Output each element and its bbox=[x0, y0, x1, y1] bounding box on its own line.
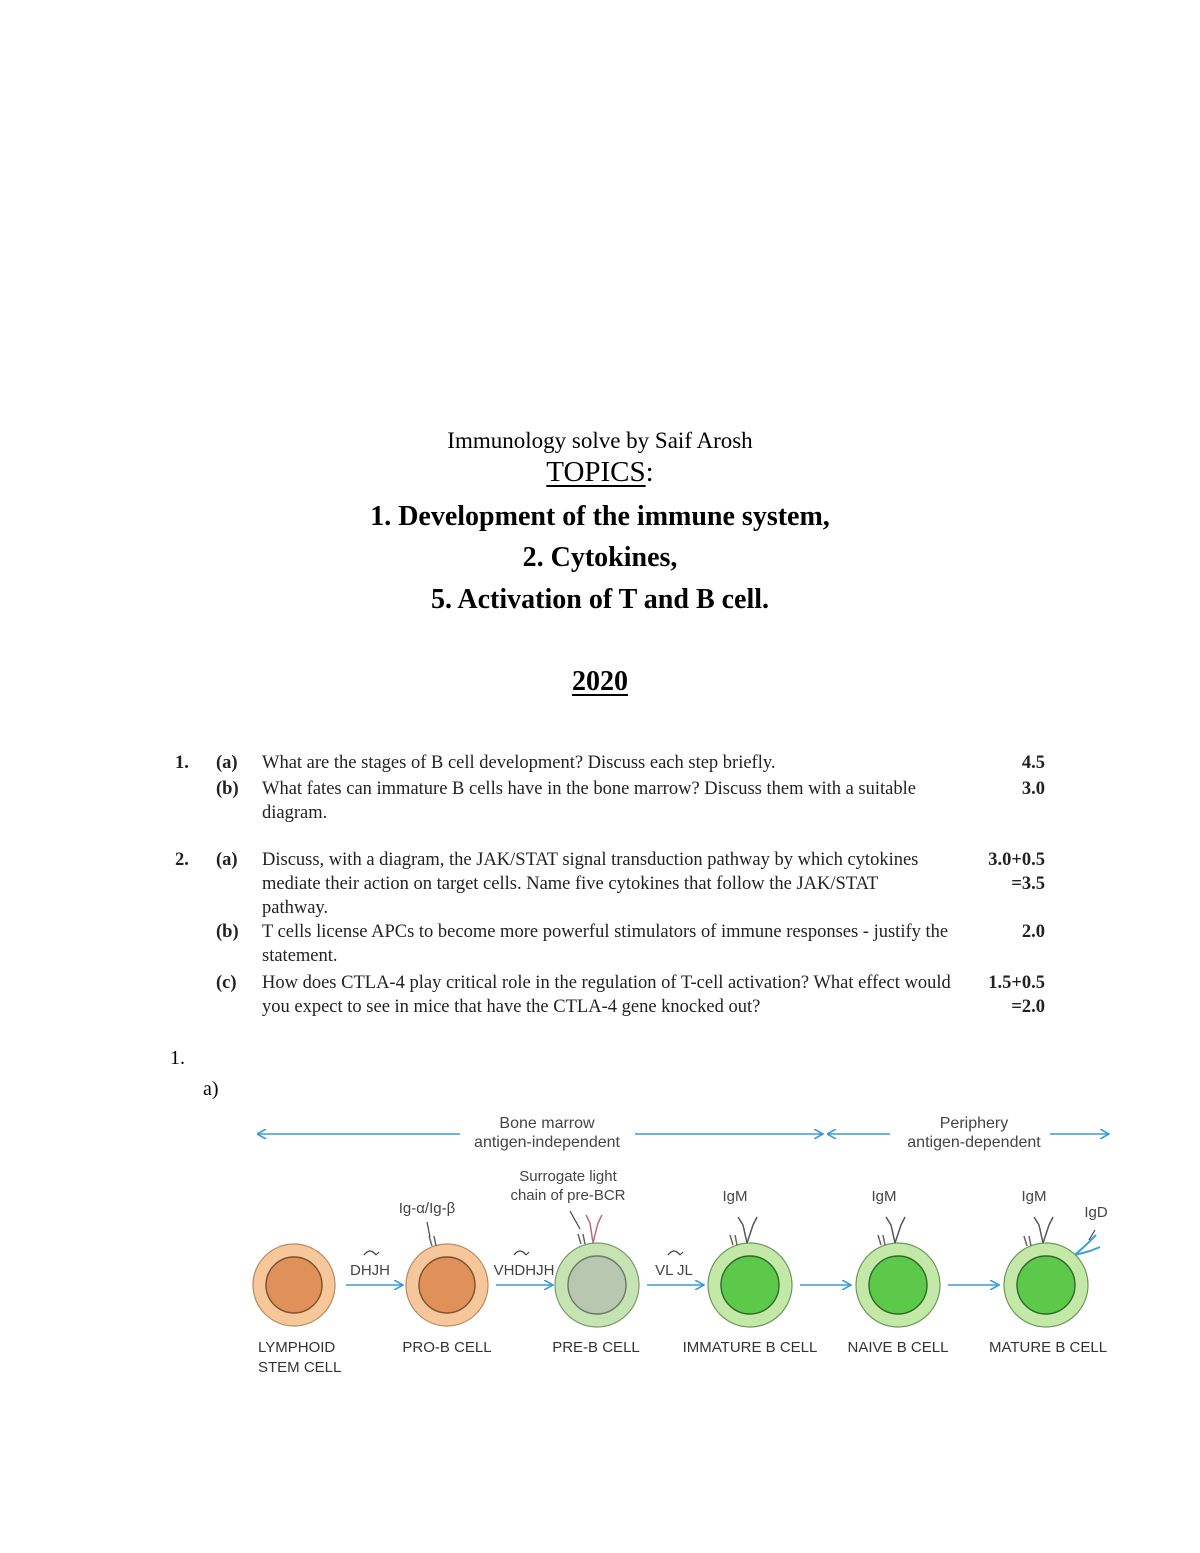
question-part: (b) bbox=[216, 779, 239, 799]
leader-line bbox=[427, 1222, 430, 1237]
igm-label: IgM bbox=[1021, 1188, 1047, 1205]
question-text: T cells license APCs to become more powerful stimulators of immune responses - justify the statement. bbox=[262, 922, 949, 966]
igm-label: IgM bbox=[722, 1188, 748, 1205]
question-marks: 4.5 bbox=[1021, 753, 1045, 773]
pre-bcr-label: chain of pre-BCR bbox=[510, 1187, 626, 1204]
question-marks: =3.5 bbox=[1011, 874, 1045, 894]
rearrangement-label: VL JL bbox=[655, 1262, 693, 1279]
question-marks: 2.0 bbox=[1021, 922, 1045, 942]
question-marks: 3.0+0.5 bbox=[988, 850, 1045, 870]
answer-number: 1. bbox=[170, 1047, 185, 1069]
question-part: (c) bbox=[216, 973, 237, 993]
stage-label: PRE-B CELL bbox=[552, 1339, 640, 1356]
topic-item: 1. Development of the immune system, bbox=[370, 501, 830, 532]
question-text: Discuss, with a diagram, the JAK/STAT signal transduction pathway by which cytokines mediate their action on target cells. Name five cytokines that follow the JAK/STAT pathway. bbox=[262, 850, 919, 918]
question-part: (a) bbox=[216, 753, 238, 773]
question-part: (a) bbox=[216, 850, 238, 870]
bone-marrow-label: Bone marrow bbox=[499, 1115, 595, 1132]
recombination-icon bbox=[668, 1251, 683, 1255]
antigen-dependent-label: antigen-dependent bbox=[907, 1134, 1041, 1151]
question-number: 2. bbox=[175, 850, 189, 870]
recombination-icon bbox=[364, 1251, 379, 1255]
b-cell-development-diagram bbox=[250, 1105, 1120, 1385]
question-text: What fates can immature B cells have in the bone marrow? Discuss them with a suitable diagram. bbox=[262, 779, 916, 823]
periphery-label: Periphery bbox=[939, 1115, 1009, 1132]
stage-label: NAIVE B CELL bbox=[847, 1339, 949, 1356]
topic-item: 5. Activation of T and B cell. bbox=[430, 584, 770, 615]
stage-label: STEM CELL bbox=[258, 1359, 342, 1376]
question-marks: =2.0 bbox=[1011, 997, 1045, 1017]
antigen-independent-label: antigen-independent bbox=[474, 1134, 620, 1151]
lymphoid-stem-cell bbox=[253, 1244, 335, 1326]
igm-label: IgM bbox=[871, 1188, 897, 1205]
naive-b-cell bbox=[856, 1217, 940, 1327]
leader-line bbox=[570, 1211, 580, 1229]
question-number: 1. bbox=[175, 753, 189, 773]
recombination-icon bbox=[514, 1251, 529, 1255]
answer-part: a) bbox=[203, 1078, 219, 1100]
year-heading: 2020 bbox=[572, 666, 628, 697]
question-part: (b) bbox=[216, 922, 239, 942]
stage-label: PRO-B CELL bbox=[402, 1339, 492, 1356]
ig-alpha-beta-label: Ig-α/Ig-β bbox=[398, 1200, 456, 1217]
pro-b-cell bbox=[406, 1236, 488, 1326]
topic-item: 2. Cytokines, bbox=[522, 542, 678, 573]
rearrangement-label: DHJH bbox=[350, 1262, 390, 1279]
pre-b-cell bbox=[555, 1215, 639, 1327]
stage-label: LYMPHOID bbox=[258, 1339, 336, 1356]
topics-label: TOPICS bbox=[546, 456, 646, 488]
topics-colon: : bbox=[645, 456, 654, 488]
stage-label: IMMATURE B CELL bbox=[682, 1339, 818, 1356]
mature-b-cell bbox=[1004, 1217, 1100, 1327]
igd-label: IgD bbox=[1084, 1204, 1108, 1221]
question-marks: 3.0 bbox=[1021, 779, 1045, 799]
immature-b-cell bbox=[708, 1217, 792, 1327]
question-text: How does CTLA-4 play critical role in the regulation of T-cell activation? What effect would you expect to see in mice that have the CTLA-4 gene knocked out? bbox=[262, 973, 951, 1017]
topics-heading bbox=[0, 456, 1200, 489]
rearrangement-label: VHDHJH bbox=[493, 1262, 555, 1279]
question-marks: 1.5+0.5 bbox=[988, 973, 1045, 993]
stage-label: MATURE B CELL bbox=[988, 1339, 1108, 1356]
surrogate-light-label: Surrogate light bbox=[519, 1168, 617, 1185]
question-text: What are the stages of B cell development? Discuss each step briefly. bbox=[262, 753, 776, 773]
document-title: Immunology solve by Saif Arosh bbox=[447, 428, 753, 453]
